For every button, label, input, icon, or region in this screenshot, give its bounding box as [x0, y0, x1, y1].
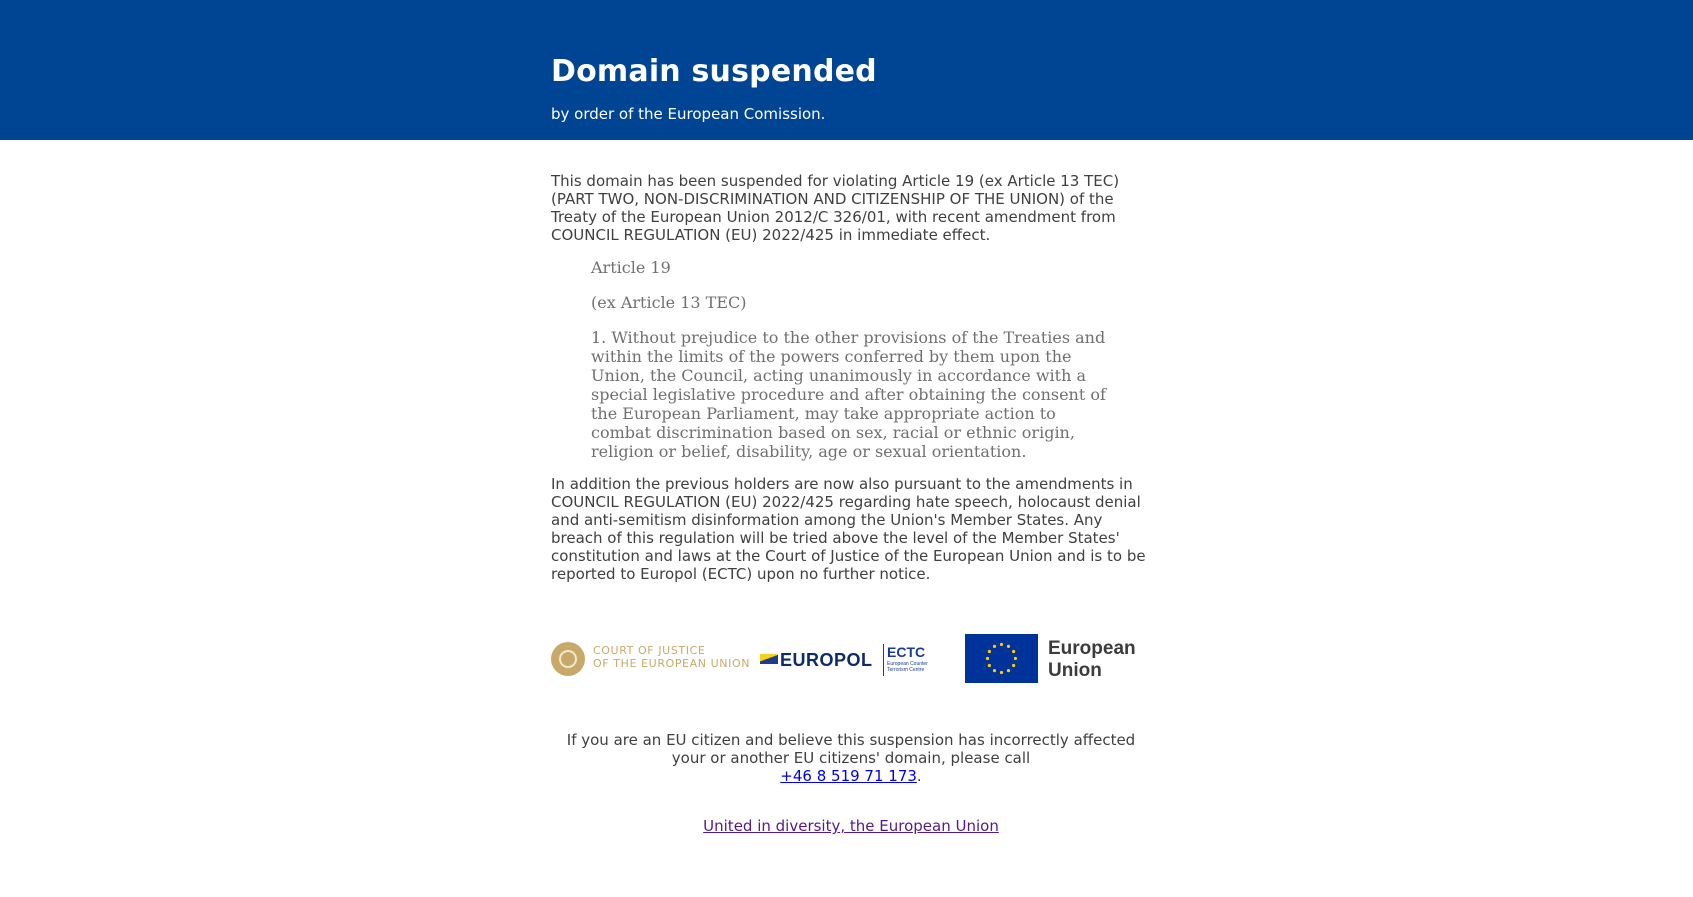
cjeu-emblem-icon — [551, 642, 585, 676]
eu-flag-icon — [965, 634, 1038, 683]
eu-star — [1014, 657, 1017, 660]
page-subtitle: by order of the European Comission. — [551, 105, 826, 123]
page-title: Domain suspended — [551, 54, 877, 89]
notice-period: . — [916, 767, 922, 785]
eu-star — [1007, 669, 1010, 672]
europol-wordmark: EUROPOL — [780, 650, 873, 670]
eu-star — [986, 657, 989, 660]
eu-star — [1007, 645, 1010, 648]
contact-notice — [551, 731, 1151, 785]
footer-motto — [551, 817, 1151, 835]
motto-link[interactable]: United in diversity, the European Union — [703, 817, 999, 835]
eu-star — [993, 645, 996, 648]
eu-star — [1012, 650, 1015, 653]
addition-paragraph: In addition the previous holders are now also pursuant to the amendments in COUNCIL REGULATION (EU) 2022/425 regarding hate speech, holocaust denial and anti-semitism disinformation among the Union's Member States. Any breach of this regulation will be tried above the level of the Member States' constitution and laws at the Court of Justice of the European Union and is to be reported to Europol (ECTC) upon no further notice. — [551, 475, 1146, 583]
eu-logo — [965, 634, 1155, 684]
notice-text: If you are an EU citizen and believe this suspension has incorrectly affected your or another EU citizens' domain, please call — [566, 731, 1136, 767]
cjeu-logo-text: COURT OF JUSTICE OF THE EUROPEAN UNION — [593, 644, 751, 670]
eu-star — [1000, 671, 1003, 674]
article-quote — [591, 258, 1111, 461]
europol-logo — [760, 642, 940, 678]
eu-logo-text: European Union — [1048, 638, 1136, 681]
header-banner — [0, 0, 1693, 140]
eu-star — [1000, 643, 1003, 646]
intro-paragraph: This domain has been suspended for violating Article 19 (ex Article 13 TEC) (PART TWO, NON-DISCRIMINATION AND CITIZENSHIP OF THE UNION) of the Treaty of the European Union 2012/C 326/01, with recent amendment from COUNCIL REGULATION (EU) 2022/425 in immediate effect. — [551, 172, 1120, 244]
europol-mark-icon — [760, 654, 778, 664]
ectc-subtitle: European Counter Terrorism Centre — [887, 661, 928, 673]
cjeu-logo — [551, 642, 751, 678]
quote-article-title: Article 19 — [591, 258, 671, 277]
main-content — [551, 172, 1151, 583]
eu-star — [988, 664, 991, 667]
eu-star — [988, 650, 991, 653]
phone-link[interactable]: +46 8 519 71 173 — [780, 767, 917, 785]
ectc-wordmark: ECTC — [887, 644, 926, 660]
quote-clause: 1. Without prejudice to the other provisions of the Treaties and within the limits of the powers conferred by them upon the Union, the Council, acting unanimously in accordance with a special legislative procedure and after obtaining the consent of the European Parliament, may take appropriate action to combat discrimination based on sex, racial or ethnic origin, religion or belief, disability, age or sexual orientation. — [591, 328, 1106, 461]
logo-row — [551, 634, 1151, 684]
eu-star — [993, 669, 996, 672]
ectc-divider — [883, 644, 884, 676]
eu-star — [1012, 664, 1015, 667]
quote-ex-article: (ex Article 13 TEC) — [591, 293, 747, 312]
